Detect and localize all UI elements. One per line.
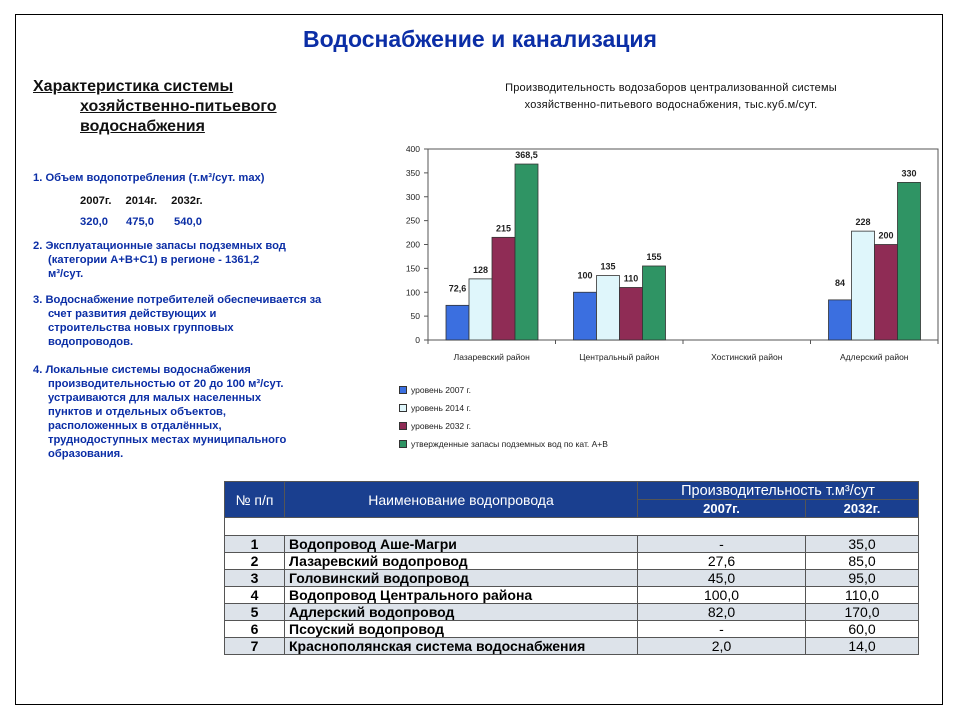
chart-legend [399, 381, 608, 453]
bar [829, 300, 852, 340]
row-2032: 60,0 [806, 621, 919, 638]
row-num: 4 [225, 587, 285, 604]
row-2007: - [638, 621, 806, 638]
item-4-line: труднодоступных местах муниципального [48, 434, 287, 446]
y-tick-label: 400 [405, 144, 420, 154]
y-tick-label: 50 [410, 311, 420, 322]
table-row [225, 638, 919, 655]
bar [643, 266, 666, 340]
x-tick-label: Адлерский район [840, 352, 909, 362]
item-3-line: водопроводов. [48, 336, 134, 348]
row-2032: 85,0 [806, 553, 919, 570]
x-tick-label: Центральный район [579, 352, 660, 362]
legend-item [399, 417, 608, 435]
row-name: Головинский водопровод [285, 570, 638, 587]
y-tick-label: 300 [405, 191, 420, 202]
row-2007: 82,0 [638, 604, 806, 621]
row-num: 7 [225, 638, 285, 655]
item-4-line: устраиваются для малых населенных [48, 392, 262, 404]
row-2007: 45,0 [638, 570, 806, 587]
item-2-line: (категории А+В+С1) в регионе - 1361,2 [48, 254, 260, 266]
bar [574, 292, 597, 340]
bar [620, 287, 643, 340]
table-row [225, 536, 919, 553]
bar [446, 305, 469, 340]
bar [515, 164, 538, 340]
table-row [225, 570, 919, 587]
row-2007: 100,0 [638, 587, 806, 604]
year-2032: 2032г. [171, 195, 203, 207]
year-2014: 2014г. [125, 195, 158, 207]
heading-line-2: хозяйственно-питьевого [80, 98, 277, 115]
data-label: 200 [878, 230, 894, 241]
bar [597, 276, 620, 340]
row-2007: - [638, 536, 806, 553]
row-2032: 14,0 [806, 638, 919, 655]
data-label: 228 [855, 217, 871, 228]
chart-title-line-1: Производительность водозаборов централизованной системы [505, 82, 837, 94]
row-name: Водопровод Центрального района [285, 587, 638, 604]
row-name: Адлерский водопровод [285, 604, 638, 621]
data-label: 155 [646, 251, 662, 262]
row-2007: 2,0 [638, 638, 806, 655]
row-2032: 170,0 [806, 604, 919, 621]
legend-label: уровень 2007 г. [411, 385, 471, 395]
bar [875, 245, 898, 341]
row-num: 6 [225, 621, 285, 638]
y-tick-label: 250 [405, 215, 420, 226]
legend-swatch [399, 404, 407, 412]
legend-item [399, 435, 608, 453]
data-label: 100 [577, 270, 593, 281]
y-tick-label: 350 [405, 167, 420, 178]
y-tick-label: 0 [415, 335, 420, 345]
data-label: 135 [600, 261, 616, 272]
heading-line-3: водоснабжения [80, 118, 205, 135]
row-num: 5 [225, 604, 285, 621]
data-label: 215 [495, 223, 512, 234]
y-tick-label: 150 [405, 263, 420, 274]
value-2032: 540,0 [174, 216, 202, 228]
item-2-line: 2. Эксплуатационные запасы подземных вод [33, 240, 286, 252]
row-2032: 95,0 [806, 570, 919, 587]
col-header-num: № п/п [225, 482, 285, 518]
item-4-line: производительностью от 20 до 100 м³/сут. [48, 378, 284, 390]
legend-label: уровень 2014 г. [411, 403, 471, 413]
data-label: 368,5 [515, 150, 538, 161]
value-2007: 320,0 [80, 216, 108, 228]
item-2-line: м³/сут. [48, 268, 84, 280]
value-2014: 475,0 [126, 216, 154, 228]
bar [898, 182, 921, 340]
row-num: 3 [225, 570, 285, 587]
legend-item [399, 399, 608, 417]
bar [492, 237, 515, 340]
col-header-productivity: Производительность т.м³/сут [638, 482, 919, 500]
row-name: Псоуский водопровод [285, 621, 638, 638]
legend-swatch [399, 386, 407, 394]
col-header-name: Наименование водопровода [285, 482, 638, 518]
legend-swatch [399, 422, 407, 430]
data-label: 110 [623, 273, 639, 284]
item-3-line: счет развития действующих и [48, 308, 217, 320]
row-num: 2 [225, 553, 285, 570]
item-4-line: 4. Локальные системы водоснабжения [33, 364, 251, 376]
data-label: 330 [901, 168, 917, 179]
legend-label: уровень 2032 г. [411, 421, 471, 431]
legend-item [399, 381, 608, 399]
data-label: 84 [834, 277, 846, 288]
table-row [225, 604, 919, 621]
row-num: 1 [225, 536, 285, 553]
row-2032: 35,0 [806, 536, 919, 553]
item-4-line: образования. [48, 448, 124, 460]
table-row [225, 553, 919, 570]
bar [852, 231, 875, 340]
row-name: Лазаревский водопровод [285, 553, 638, 570]
row-name: Водопровод Аше-Магри [285, 536, 638, 553]
x-tick-label: Хостинский район [711, 352, 783, 362]
item-3-line: 3. Водоснабжение потребителей обеспечивается за [33, 294, 322, 306]
table-row [225, 587, 919, 604]
legend-swatch [399, 440, 407, 448]
item-4-line: расположенных в отдалённых, [48, 420, 222, 432]
slide-title: Водоснабжение и канализация [303, 26, 657, 52]
item-3-line: строительства новых групповых [48, 322, 234, 334]
row-2007: 27,6 [638, 553, 806, 570]
legend-label: утвержденные запасы подземных вод по кат. А+В [411, 439, 608, 449]
data-label: 128 [472, 264, 489, 275]
year-2007: 2007г. [80, 195, 112, 207]
row-2032: 110,0 [806, 587, 919, 604]
item-4-line: пунктов и отдельных объектов, [48, 406, 227, 418]
data-label: 72,6 [448, 283, 467, 294]
bar [469, 279, 492, 340]
y-tick-label: 100 [405, 287, 420, 298]
water-supply-table [224, 481, 919, 655]
col-header-2007: 2007г. [638, 500, 806, 518]
row-name: Краснополянская система водоснабжения [285, 638, 638, 655]
item-1: 1. Объем водопотребления (т.м³/сут. max) [33, 172, 265, 184]
col-header-2032: 2032г. [806, 500, 919, 518]
table-row [225, 621, 919, 638]
y-tick-label: 200 [405, 239, 420, 250]
x-tick-label: Лазаревский район [453, 352, 530, 362]
chart-title-line-2: хозяйственно-питьевого водоснабжения, тыс.куб.м/сут. [524, 99, 818, 111]
heading-line-1: Характеристика системы [33, 78, 234, 95]
